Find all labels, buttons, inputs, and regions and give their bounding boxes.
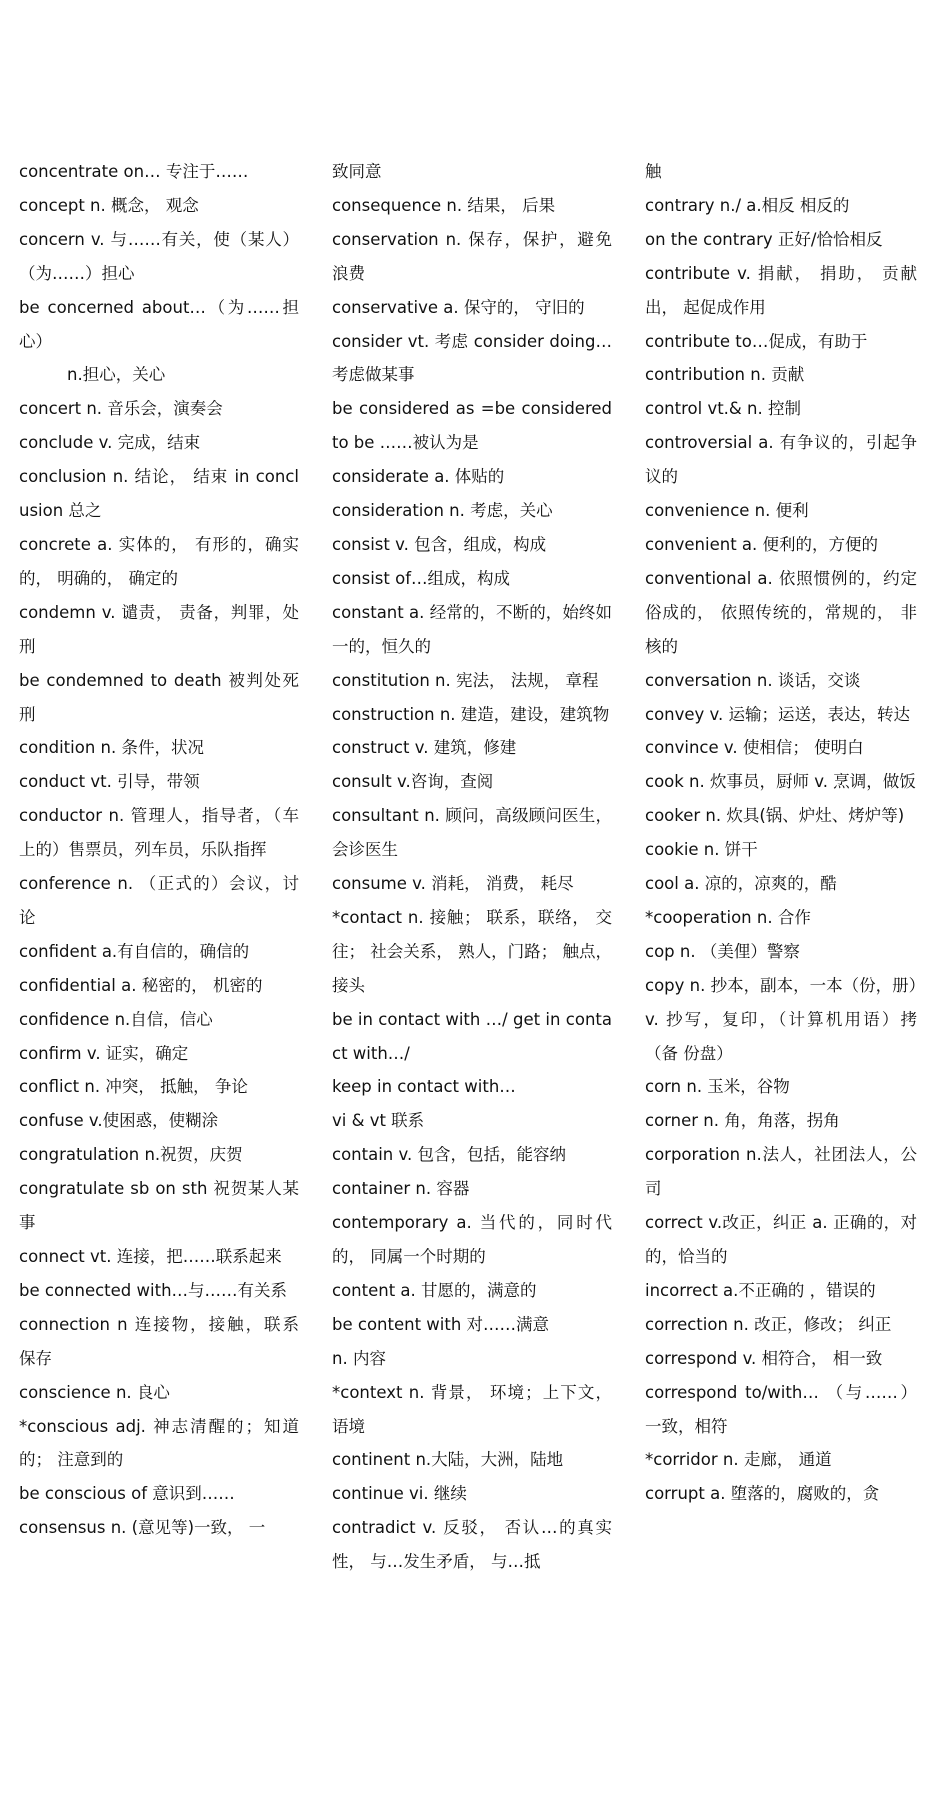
vocabulary-entry: consume v. 消耗， 消费， 耗尽 <box>332 874 574 894</box>
vocabulary-entry: constant a. 经常的，不断的，始终如一的，恒久的 <box>332 602 612 656</box>
vocabulary-entry: conflict n. 冲突， 抵触， 争论 <box>19 1077 248 1097</box>
vocabulary-entry: concern v. 与……有关，使（某人）（为……）担心 <box>19 229 299 283</box>
vocabulary-entry: cool a. 凉的，凉爽的，酷 <box>645 874 837 894</box>
vocabulary-entry: on the contrary 正好/恰恰相反 <box>645 229 883 249</box>
vocabulary-column-3 <box>645 155 926 1511</box>
vocabulary-entry: cooker n. 炊具(锅、炉灶、烤炉等) <box>645 806 905 826</box>
vocabulary-entry: controversial a. 有争议的，引起争议的 <box>645 433 917 487</box>
vocabulary-entry: *cooperation n. 合作 <box>645 907 811 927</box>
vocabulary-entry: be considered as =be considered to be ……被认为是 <box>332 399 612 453</box>
vocabulary-entry: confidence n.自信，信心 <box>19 1009 213 1029</box>
vocabulary-entry: be concerned about…（为……担心） <box>19 297 299 351</box>
vocabulary-entry: n.担心，关心 <box>67 365 166 385</box>
vocabulary-entry: connection n 连接物，接触，联系 保存 <box>19 1314 299 1368</box>
vocabulary-entry: cookie n. 饼干 <box>645 840 758 860</box>
vocabulary-entry: continent n.大陆，大洲，陆地 <box>332 1450 564 1470</box>
vocabulary-entry: contribute to…促成，有助于 <box>645 331 868 351</box>
vocabulary-entry: 致同意 <box>332 162 382 181</box>
vocabulary-entry: concentrate on… 专注于…… <box>19 162 249 181</box>
vocabulary-entry: constitution n. 宪法， 法规， 章程 <box>332 670 599 690</box>
vocabulary-entry: *corridor n. 走廊， 通道 <box>645 1450 832 1470</box>
vocabulary-entry: cop n. （美俚）警察 <box>645 941 800 961</box>
vocabulary-entry: confidential a. 秘密的， 机密的 <box>19 975 263 995</box>
vocabulary-entry: correspond to/with… （与……）一致，相符 <box>645 1382 917 1436</box>
vocabulary-entry: convince v. 使相信； 使明白 <box>645 738 864 758</box>
vocabulary-entry: container n. 容器 <box>332 1179 470 1199</box>
vocabulary-entry: concert n. 音乐会，演奏会 <box>19 399 223 419</box>
vocabulary-entry: 触 <box>645 162 662 181</box>
vocabulary-entry: contribute v. 捐献， 捐助， 贡献出， 起促成作用 <box>645 263 917 317</box>
vocabulary-entry: construction n. 建造，建设，建筑物 <box>332 704 610 724</box>
vocabulary-entry: v. 抄写，复印，（计算机用语）拷（备 份盘） <box>645 1009 917 1063</box>
vocabulary-entry: n. 内容 <box>332 1348 386 1368</box>
vocabulary-entry: correspond v. 相符合， 相一致 <box>645 1348 883 1368</box>
vocabulary-entry: contribution n. 贡献 <box>645 365 805 385</box>
vocabulary-entry: continue vi. 继续 <box>332 1484 467 1504</box>
vocabulary-entry: keep in contact with… <box>332 1077 516 1097</box>
vocabulary-entry: consequence n. 结果， 后果 <box>332 195 556 215</box>
vocabulary-entry: conductor n. 管理人，指导者，（车上的）售票员，列车员，乐队指挥 <box>19 806 299 860</box>
vocabulary-entry: corrupt a. 堕落的，腐败的，贪 <box>645 1484 880 1504</box>
vocabulary-entry: contemporary a. 当代的，同时代的， 同属一个时期的 <box>332 1213 612 1266</box>
vocabulary-entry: congratulate sb on sth 祝贺某人某事 <box>19 1179 299 1233</box>
vocabulary-entry: conference n. （正式的）会议，讨论 <box>19 874 299 927</box>
vocabulary-entry: *context n. 背景， 环境；上下文， 语境 <box>332 1382 612 1436</box>
vocabulary-entry: convenience n. 便利 <box>645 501 809 521</box>
vocabulary-entry: consider vt. 考虑 consider doing…考虑做某事 <box>332 331 612 385</box>
vocabulary-entry: construct v. 建筑，修建 <box>332 738 517 758</box>
vocabulary-entry: concept n. 概念， 观念 <box>19 195 199 215</box>
vocabulary-entry: be in contact with …/ get in contact with…/ <box>332 1009 612 1063</box>
vocabulary-entry: connect vt. 连接，把……联系起来 <box>19 1247 282 1266</box>
vocabulary-entry: consist v. 包含，组成，构成 <box>332 534 547 554</box>
vocabulary-entry: condition n. 条件，状况 <box>19 738 204 758</box>
vocabulary-entry: *conscious adj. 神志清醒的；知道的； 注意到的 <box>19 1416 299 1470</box>
vocabulary-entry: corner n. 角，角落，拐角 <box>645 1111 840 1131</box>
vocabulary-entry: be conscious of 意识到…… <box>19 1484 235 1504</box>
vocabulary-entry: consult v.咨询，查阅 <box>332 772 494 792</box>
vocabulary-entry: concrete a. 实体的， 有形的，确实的， 明确的， 确定的 <box>19 534 299 588</box>
vocabulary-entry: conclude v. 完成，结束 <box>19 433 201 453</box>
vocabulary-entry: condemn v. 谴责， 责备，判罪，处刑 <box>19 602 299 656</box>
vocabulary-entry: consultant n. 顾问，高级顾问医生， 会诊医生 <box>332 806 612 860</box>
vocabulary-entry: contradict v. 反驳， 否认…的真实性， 与…发生矛盾， 与…抵 <box>332 1518 612 1572</box>
vocabulary-entry: contrary n./ a.相反 相反的 <box>645 195 850 215</box>
vocabulary-entry: *contact n. 接触； 联系，联络， 交往； 社会关系， 熟人，门路； 触点， 接头 <box>332 907 612 995</box>
vocabulary-entry: be content with 对……满意 <box>332 1314 550 1334</box>
vocabulary-entry: consensus n. (意见等)一致， 一 <box>19 1518 266 1538</box>
vocabulary-entry: be condemned to death 被判处死刑 <box>19 670 299 724</box>
vocabulary-entry: conduct vt. 引导，带领 <box>19 772 200 792</box>
vocabulary-entry: cook n. 炊事员，厨师 v. 烹调，做饭 <box>645 772 916 792</box>
vocabulary-entry: consideration n. 考虑，关心 <box>332 501 553 521</box>
vocabulary-entry: corn n. 玉米，谷物 <box>645 1077 790 1097</box>
vocabulary-entry: confuse v.使困惑，使糊涂 <box>19 1111 219 1131</box>
vocabulary-entry: conventional a. 依照惯例的，约定俗成的， 依照传统的，常规的， 非核的 <box>645 568 917 656</box>
vocabulary-entry: control vt.& n. 控制 <box>645 399 801 419</box>
vocabulary-entry: consist of…组成，构成 <box>332 568 511 588</box>
vocabulary-entry: conservation n. 保存，保护，避免浪费 <box>332 229 612 283</box>
vocabulary-entry: correction n. 改正，修改； 纠正 <box>645 1314 892 1334</box>
vocabulary-entry: convey v. 运输；运送，表达，转达 <box>645 704 911 724</box>
vocabulary-entry: confident a.有自信的，确信的 <box>19 941 250 961</box>
vocabulary-entry: contain v. 包含，包括，能容纳 <box>332 1145 566 1165</box>
vocabulary-entry: conservative a. 保守的， 守旧的 <box>332 297 585 317</box>
vocabulary-column-1 <box>19 155 299 1545</box>
vocabulary-entry: conversation n. 谈话，交谈 <box>645 670 861 690</box>
vocabulary-entry: conscience n. 良心 <box>19 1382 170 1402</box>
vocabulary-entry: correct v.改正，纠正 a. 正确的，对的，恰当的 <box>645 1213 917 1266</box>
vocabulary-entry: incorrect a.不正确的 ，错误的 <box>645 1280 876 1300</box>
vocabulary-entry: corporation n.法人，社团法人，公司 <box>645 1145 917 1199</box>
vocabulary-column-2 <box>332 155 612 1579</box>
vocabulary-entry: considerate a. 体贴的 <box>332 467 505 487</box>
vocabulary-entry: vi & vt 联系 <box>332 1111 425 1131</box>
vocabulary-entry: congratulation n.祝贺，庆贺 <box>19 1145 243 1165</box>
vocabulary-entry: confirm v. 证实，确定 <box>19 1043 189 1063</box>
vocabulary-entry: be connected with…与……有关系 <box>19 1280 288 1300</box>
vocabulary-entry: conclusion n. 结论， 结束 in conclusion 总之 <box>19 467 299 521</box>
vocabulary-entry: convenient a. 便利的，方便的 <box>645 534 879 554</box>
vocabulary-entry: copy n. 抄本，副本，一本（份，册） <box>645 975 926 995</box>
vocabulary-entry: content a. 甘愿的，满意的 <box>332 1280 537 1300</box>
